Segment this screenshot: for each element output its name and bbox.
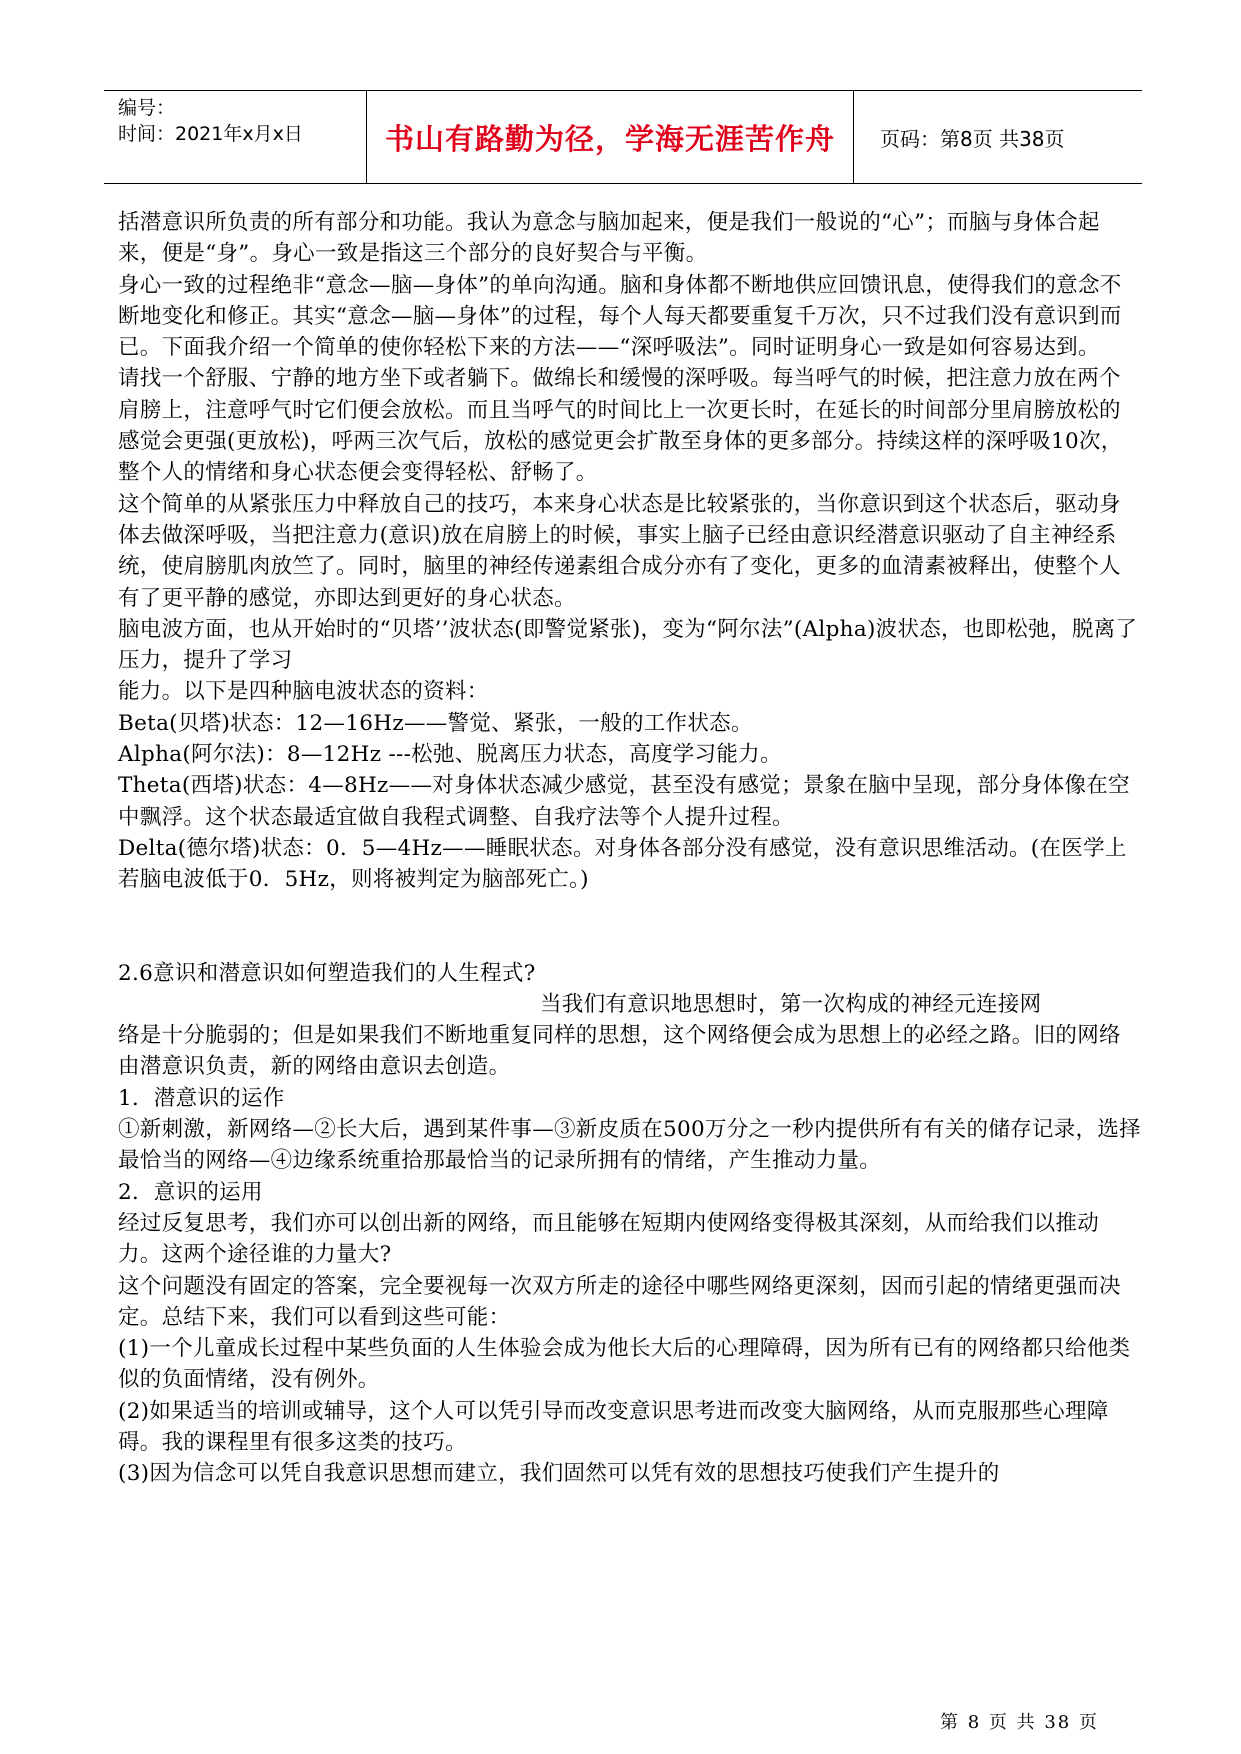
header-page-cell bbox=[866, 91, 1140, 183]
paragraph: 脑电波方面，也从开始时的“贝塔’’波状态(即警觉紧张)，变为“阿尔法”(Alpha)波状态，也即松弛，脱离了压力，提升了学习 bbox=[118, 616, 1138, 674]
list-item: (2)如果适当的培训或辅导，这个人可以凭引导而改变意识思考进而改变大脑网络，从而克服那些心理障碍。我的课程里有很多这类的技巧。 bbox=[118, 1398, 1109, 1455]
section-heading: 2.6意识和潜意识如何塑造我们的人生程式? bbox=[118, 960, 536, 986]
header-page-label: 页码：第8页 共38页 bbox=[880, 126, 1065, 151]
paragraph: 能力。以下是四种脑电波状态的资料： bbox=[118, 679, 489, 705]
brainwave-theta: Theta(西塔)状态：4—8Hz——对身体状态减少感觉，甚至没有感觉；景象在脑中呈现，部分身体像在空中飘浮。这个状态最适宜做自我程式调整、自我疗法等个人提升过程。 bbox=[118, 773, 1130, 830]
paragraph: 这个问题没有固定的答案，完全要视每一次双方所走的途径中哪些网络更深刻，因而引起的情绪更强而决定。总结下来，我们可以看到这些可能： bbox=[118, 1273, 1121, 1330]
paragraph: 括潜意识所负责的所有部分和功能。我认为意念与脑加起来，便是我们一般说的“心”；而脑与身体合起来，便是“身”。身心一致是指这三个部分的良好契合与平衡。 bbox=[118, 210, 1100, 267]
paragraph: ①新刺激，新网络—②长大后，遇到某件事—③新皮质在500万分之一秒内提供所有有关的储存记录，选择最恰当的网络—④边缘系统重拾那最恰当的记录所拥有的情绪，产生推动力量。 bbox=[118, 1117, 1141, 1174]
paragraph: 经过反复思考，我们亦可以创出新的网络，而且能够在短期内使网络变得极其深刻，从而给我们以推动力。这两个途径谁的力量大? bbox=[118, 1210, 1100, 1268]
page-header bbox=[104, 90, 1142, 184]
paragraph: 请找一个舒服、宁静的地方坐下或者躺下。做绵长和缓慢的深呼吸。每当呼气的时候，把注意力放在两个肩膀上，注意呼气时它们便会放松。而且当呼气的时间比上一次更长时，在延长的时间部分里肩膀放松的感觉会更强(更放松)，呼两三次气后，放松的感觉更会扩散至身体的更多部分。持续这样的深呼吸10次，整个人的情绪和身心状态便会变得轻松、舒畅了。 bbox=[118, 366, 1123, 486]
page-footer: 第 8 页 共 38 页 bbox=[940, 1712, 1099, 1733]
header-meta bbox=[118, 91, 368, 183]
paragraph: 这个简单的从紧张压力中释放自己的技巧，本来身心状态是比较紧张的，当你意识到这个状态后，驱动身体去做深呼吸，当把注意力(意识)放在肩膀上的时候，事实上脑子已经由意识经潜意识驱动了自主神经系统，使肩膀肌肉放竺了。同时，脑里的神经传递素组合成分亦有了变化，更多的血清素被释出，使整个人有了更平静的感觉，亦即达到更好的身心状态。 bbox=[118, 491, 1121, 611]
brainwave-beta: Beta(贝塔)状态：12—16Hz——警觉、紧张，一般的工作状态。 bbox=[118, 710, 753, 736]
paragraph: 身心一致的过程绝非“意念—脑—身体”的单向沟通。脑和身体都不断地供应回馈讯息，使得我们的意念不断地变化和修正。其实“意念—脑—身体”的过程，每个人每天都要重复千万次，只不过我们没有意识到而已。下面我介绍一个简单的使你轻松下来的方法——“深呼吸法”。同时证明身心一致是如何容易达到。 bbox=[118, 272, 1122, 361]
document-body bbox=[118, 207, 1142, 1490]
brainwave-alpha: Alpha(阿尔法)：8—12Hz ---松弛、脱离压力状态，高度学习能力。 bbox=[118, 742, 782, 768]
doc-number-label: 编号： bbox=[118, 97, 176, 119]
list-item: (1)一个儿童成长过程中某些负面的人生体验会成为他长大后的心理障碍，因为所有已有的网络都只给他类似的负面情绪，没有例外。 bbox=[118, 1336, 1131, 1393]
doc-time-label: 时间：2021年x月x日 bbox=[118, 123, 303, 145]
paragraph: 当我们有意识地思想时，第一次构成的神经元连接网 bbox=[540, 991, 1042, 1017]
header-motto-cell bbox=[366, 91, 854, 183]
subsection-heading: 1．潜意识的运作 bbox=[118, 1085, 285, 1111]
paragraph: 络是十分脆弱的；但是如果我们不断地重复同样的思想，这个网络便会成为思想上的必经之路。旧的网络由潜意识负责，新的网络由意识去创造。 bbox=[118, 1023, 1121, 1080]
header-motto: 书山有路勤为径，学海无涯苦作舟 bbox=[384, 121, 835, 156]
brainwave-delta: Delta(德尔塔)状态：0．5—4Hz——睡眠状态。对身体各部分没有感觉，没有意识思维活动。(在医学上若脑电波低于0．5Hz，则将被判定为脑部死亡。) bbox=[118, 835, 1127, 893]
subsection-heading: 2．意识的运用 bbox=[118, 1179, 263, 1205]
list-item: (3)因为信念可以凭自我意识思想而建立，我们固然可以凭有效的思想技巧使我们产生提升的 bbox=[118, 1461, 1000, 1487]
spacer bbox=[118, 896, 1142, 958]
